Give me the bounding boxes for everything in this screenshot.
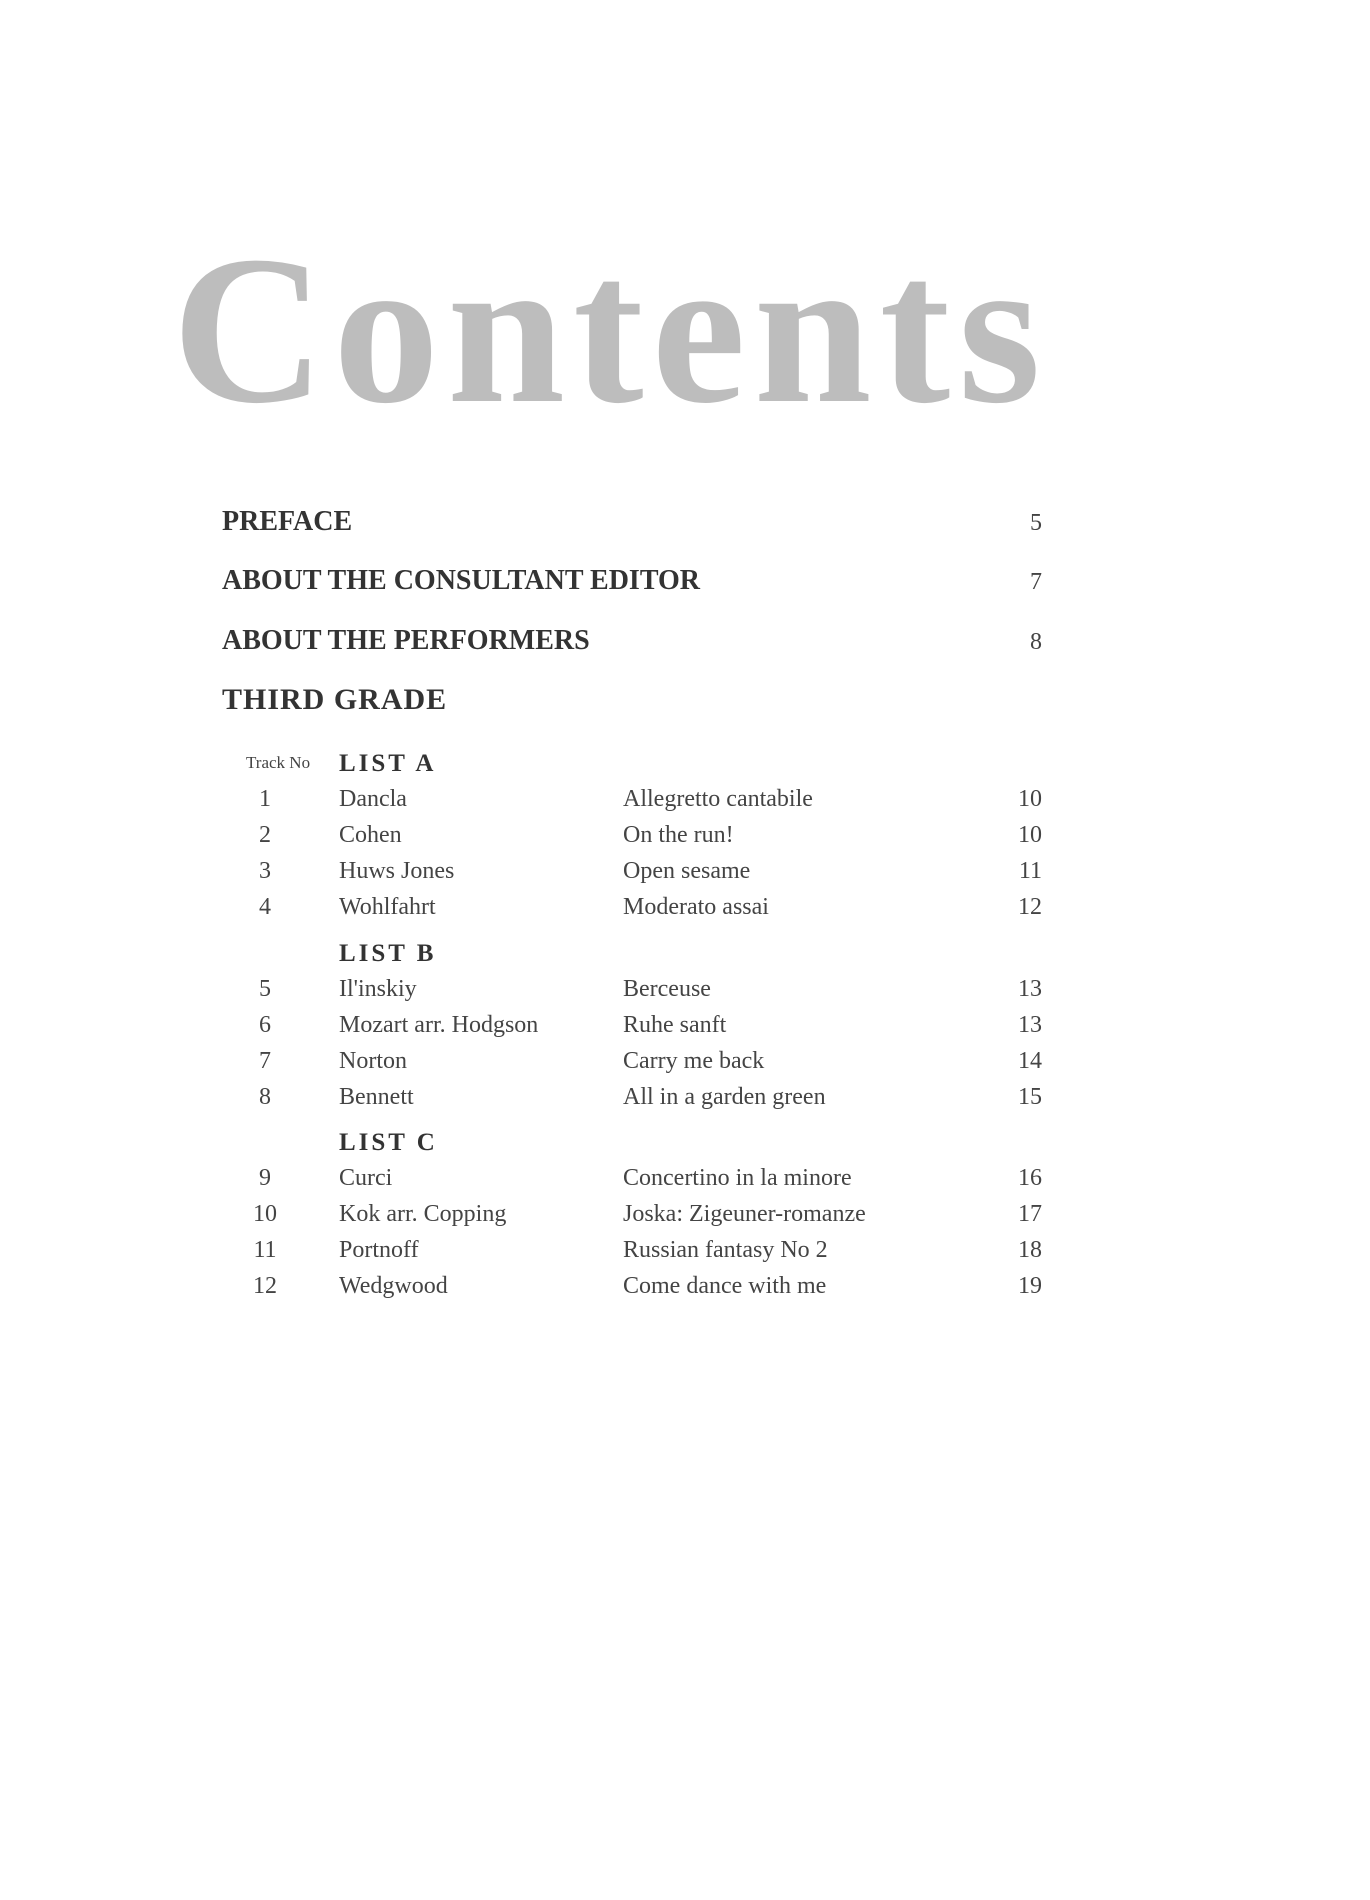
table-row[interactable] <box>230 1084 1042 1118</box>
track-number-header: Track No <box>246 753 311 772</box>
table-row[interactable] <box>230 894 1042 928</box>
list-heading-a: LIST A <box>339 750 437 777</box>
composer: Portnoff <box>339 1237 419 1263</box>
page-number: 19 <box>1018 1273 1042 1299</box>
table-row[interactable] <box>230 1237 1042 1271</box>
composer: Kok arr. Copping <box>339 1201 507 1227</box>
page-number: 14 <box>1018 1048 1042 1074</box>
page-number: 12 <box>1018 894 1042 920</box>
track-number: 5 <box>259 976 271 1002</box>
list-heading-b: LIST B <box>339 940 437 967</box>
track-number: 2 <box>259 822 271 848</box>
table-row[interactable] <box>230 1048 1042 1082</box>
track-number: 8 <box>259 1084 271 1110</box>
composer: Mozart arr. Hodgson <box>339 1012 539 1038</box>
page-number: 10 <box>1018 822 1042 848</box>
table-row[interactable] <box>230 1273 1042 1307</box>
track-number: 6 <box>259 1012 271 1038</box>
composer: Huws Jones <box>339 858 455 884</box>
page-number: 13 <box>1018 1012 1042 1038</box>
piece-title: Open sesame <box>623 858 751 884</box>
track-number: 3 <box>259 858 271 884</box>
composer: Bennett <box>339 1084 414 1110</box>
piece-title: Joska: Zigeuner-romanze <box>623 1201 866 1227</box>
list-heading-c: LIST C <box>339 1129 438 1156</box>
piece-title: Berceuse <box>623 976 711 1002</box>
table-row[interactable] <box>230 1165 1042 1199</box>
piece-title: Concertino in la minore <box>623 1165 852 1191</box>
page-number: 10 <box>1018 786 1042 812</box>
track-number: 7 <box>259 1048 271 1074</box>
toc-entry-page: 5 <box>1030 510 1042 536</box>
composer: Cohen <box>339 822 402 848</box>
page-title: Contents <box>172 212 1049 447</box>
toc-entry-page: 8 <box>1030 629 1042 655</box>
composer: Wohlfahrt <box>339 894 436 920</box>
piece-title: On the run! <box>623 822 734 848</box>
composer: Wedgwood <box>339 1273 448 1299</box>
toc-entry-page: 7 <box>1030 569 1042 595</box>
track-number: 12 <box>253 1273 277 1299</box>
table-row[interactable] <box>230 1012 1042 1046</box>
table-row[interactable] <box>230 976 1042 1010</box>
composer: Curci <box>339 1165 393 1191</box>
piece-title: Russian fantasy No 2 <box>623 1237 828 1263</box>
toc-entry-label: ABOUT THE CONSULTANT EDITOR <box>222 565 700 596</box>
page-number: 18 <box>1018 1237 1042 1263</box>
composer: Dancla <box>339 786 407 812</box>
page-number: 13 <box>1018 976 1042 1002</box>
piece-title: All in a garden green <box>623 1084 826 1110</box>
composer: Il'inskiy <box>339 976 417 1002</box>
composer: Norton <box>339 1048 407 1074</box>
piece-title: Ruhe sanft <box>623 1012 727 1038</box>
piece-title: Come dance with me <box>623 1273 827 1299</box>
page-number: 16 <box>1018 1165 1042 1191</box>
page-number: 17 <box>1018 1201 1042 1227</box>
page-number: 15 <box>1018 1084 1042 1110</box>
track-number: 10 <box>253 1201 277 1227</box>
table-row[interactable] <box>230 822 1042 856</box>
page-number: 11 <box>1018 858 1042 884</box>
piece-title: Allegretto cantabile <box>623 786 813 812</box>
track-number: 4 <box>259 894 271 920</box>
table-row[interactable] <box>230 858 1042 892</box>
toc-entry-consultant-editor[interactable] <box>222 565 1042 605</box>
track-number: 9 <box>259 1165 271 1191</box>
grade-heading: THIRD GRADE <box>222 683 448 716</box>
piece-title: Carry me back <box>623 1048 765 1074</box>
toc-entry-label: ABOUT THE PERFORMERS <box>222 625 590 656</box>
track-number: 1 <box>259 786 271 812</box>
track-number: 11 <box>253 1237 277 1263</box>
toc-entry-performers[interactable] <box>222 625 1042 665</box>
piece-title: Moderato assai <box>623 894 769 920</box>
table-row[interactable] <box>230 786 1042 820</box>
table-row[interactable] <box>230 1201 1042 1235</box>
toc-entry-preface[interactable] <box>222 506 1042 546</box>
toc-entry-label: PREFACE <box>222 506 353 537</box>
